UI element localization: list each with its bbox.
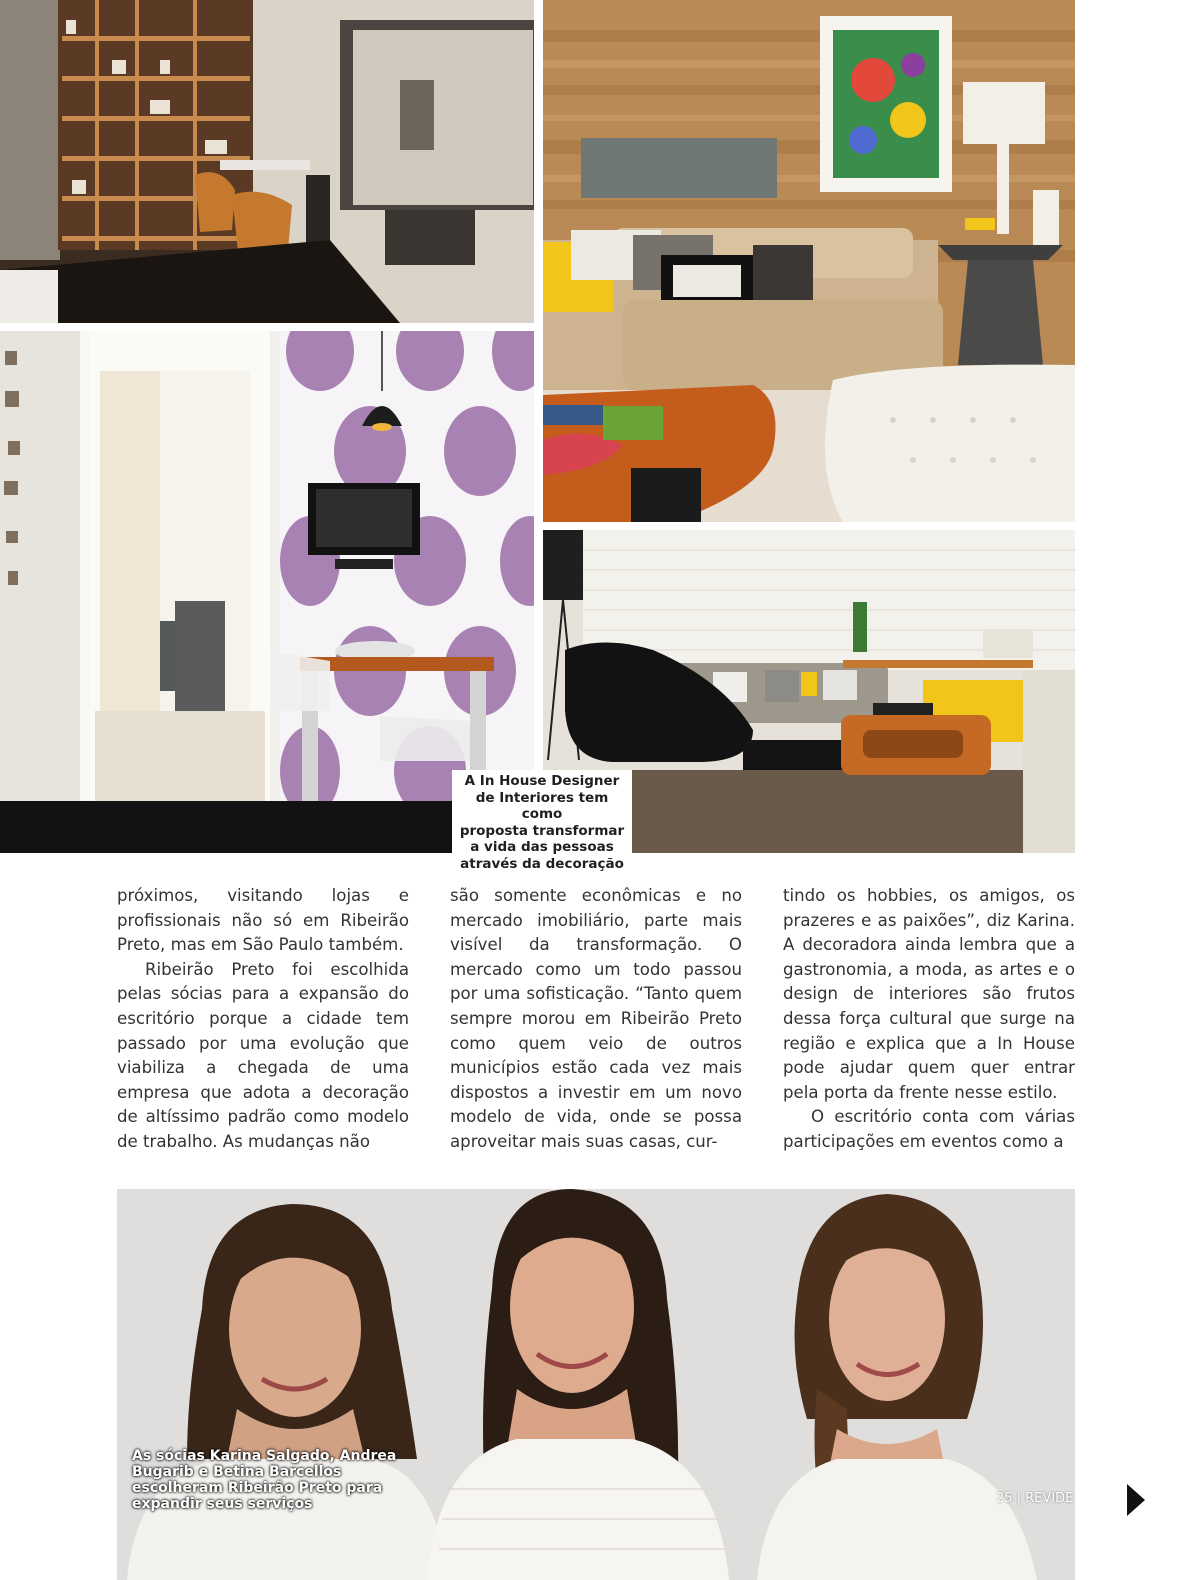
article-column-1 xyxy=(117,884,409,1155)
article-paragraph: são somente econômicas e no mercado imobiliário, parte mais visível da transformação. O mercado como um todo passou por uma sofisticação. “Tanto quem sempre morou em Ribeirão Preto como quem veio de outros municípios estão cada vez mais dispostos a investir em um novo modelo de vida, onde se possa aproveitar mais suas casas, cur- xyxy=(450,886,742,1151)
caption-line: proposta transformar xyxy=(459,822,625,839)
next-page-arrow-icon[interactable] xyxy=(1127,1484,1145,1516)
caption-line: As sócias Karina Salgado, Andrea xyxy=(132,1448,397,1464)
article-paragraph: O escritório conta com várias participações em eventos como a xyxy=(783,1107,1075,1151)
caption-line: A In House Designer xyxy=(464,773,620,789)
article-column-3 xyxy=(783,884,1075,1155)
photos-caption-box xyxy=(452,770,632,872)
caption-line: Bugarib e Betina Barcellos xyxy=(132,1464,342,1480)
portrait-caption xyxy=(132,1448,402,1512)
caption-line: escolheram Ribeirão Preto para xyxy=(132,1480,383,1496)
caption-line: expandir seus serviços xyxy=(132,1496,313,1512)
home-office-photo xyxy=(0,0,534,323)
living-room-photo xyxy=(543,0,1075,522)
caption-line: a vida das pessoas xyxy=(470,839,614,855)
caption-line: através da decoração xyxy=(460,855,624,872)
article-column-2 xyxy=(450,884,742,1155)
article-paragraph: próximos, visitando lojas e profissionais não só em Ribeirão Preto, mas em São Paulo também. xyxy=(117,886,409,955)
page-folio: 25 | REVIDE xyxy=(996,1491,1074,1506)
partners-portrait-photo xyxy=(117,1189,1075,1580)
caption-line: de Interiores tem como xyxy=(475,789,609,822)
article-paragraph: Ribeirão Preto foi escolhida pelas sócias para a expansão do escritório porque a cidade tem passado por uma evolução que viabiliza a chegada de uma empresa que adota a decoração de altíssimo padrão como modelo de trabalho. As mudanças não xyxy=(117,959,409,1151)
article-paragraph: tindo os hobbies, os amigos, os prazeres e as paixões”, diz Karina. A decoradora ainda lembra que a gastronomia, a moda, as artes e o design de interiores são frutos dessa força cultural que surge na região e explica que a In House pode ajudar quem quer entrar pela porta da frente nesse estilo. xyxy=(783,886,1075,1102)
